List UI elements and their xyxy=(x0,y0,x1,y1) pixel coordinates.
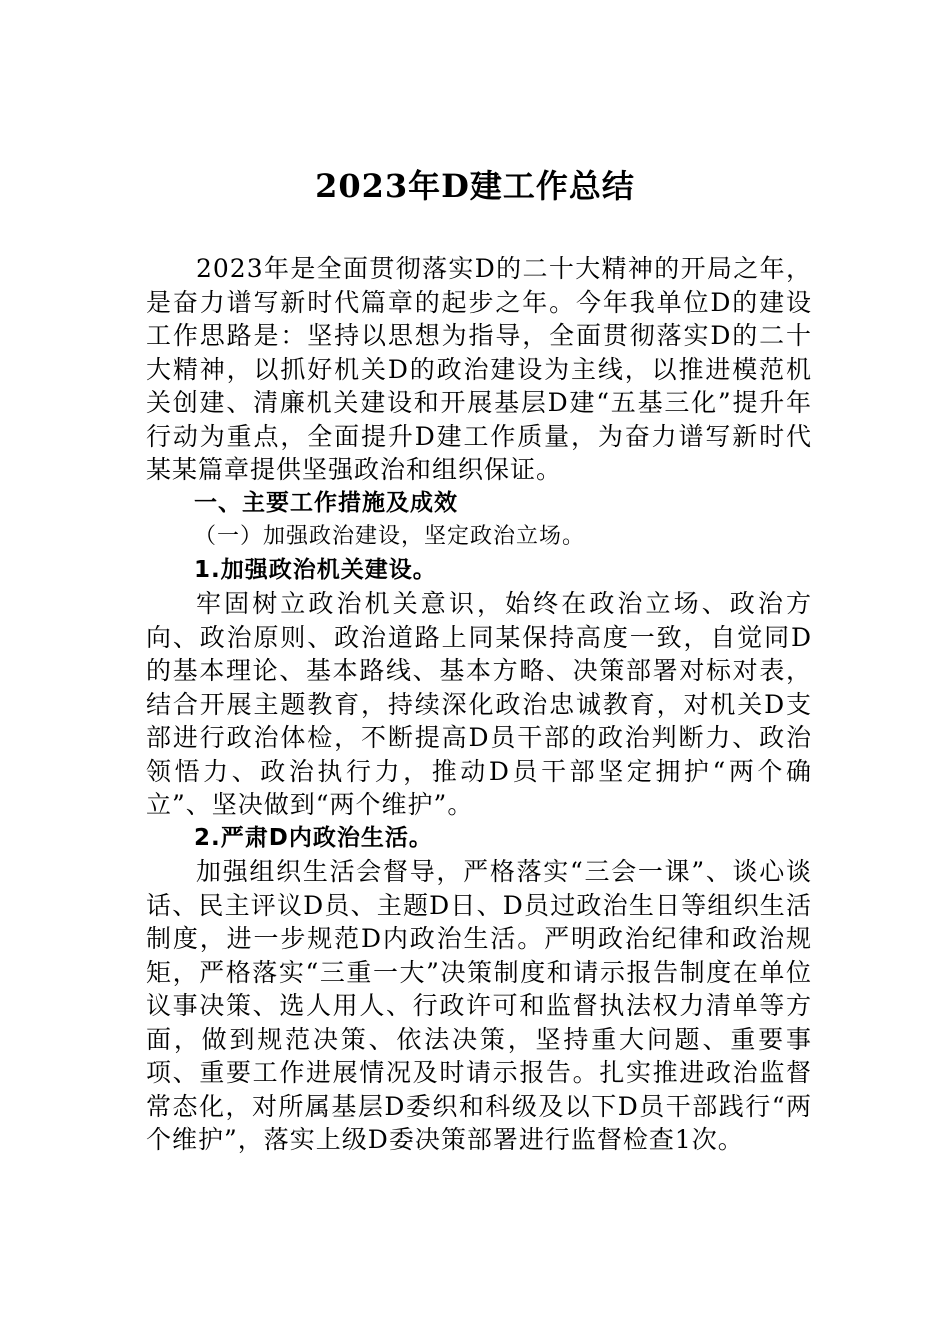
item-body-political-life: 加强组织生活会督导，严格落实“三会一课”、谈心谈话、民主评议D员、主题D日、D员过政治生日等组织生活制度，进一步规范D内政治生活。严明政治纪律和政治规矩，严格落实“三重一大”决策制度和请示报告制度在单位议事决策、选人用人、行政许可和监督执法权力清单等方面，做到规范决策、依法决策，坚持重大问题、重要事项、重要工作进展情况及时请示报告。扎实推进政治监督常态化，对所属基层D委织和科级及以下D员干部践行“两个维护”，落实上级D委决策部署进行监督检查1次。 xyxy=(146,857,812,1154)
subsection-heading-political-building: （一）加强政治建设，坚定政治立场。 xyxy=(194,524,586,549)
document-title: 2023年D建工作总结 xyxy=(315,167,635,205)
item-heading-political-organs: 1.加强政治机关建设。 xyxy=(194,556,437,583)
document-body xyxy=(146,252,812,1157)
intro-paragraph: 2023年是全面贯彻落实D的二十大精神的开局之年，是奋力谱写新时代篇章的起步之年。今年我单位D的建设工作思路是：坚持以思想为指导，全面贯彻落实D的二十大精神，以抓好机关D的政治建设为主线，以推进模范机关创建、清廉机关建设和开展基层D建“五基三化”提升年行动为重点，全面提升D建工作质量，为奋力谱写新时代某某篇章提供坚强政治和组织保证。 xyxy=(146,254,812,484)
item-body-political-organs: 牢固树立政治机关意识，始终在政治立场、政治方向、政治原则、政治道路上同某保持高度一致，自觉同D的基本理论、基本路线、基本方略、决策部署对标对表，结合开展主题教育，持续深化政治忠诚教育，对机关D支部进行政治体检，不断提高D员干部的政治判断力、政治领悟力、政治执行力，推动D员干部坚定拥护“两个确立”、坚决做到“两个维护”。 xyxy=(146,589,812,819)
item-heading-political-life: 2.严肃D内政治生活。 xyxy=(194,824,433,851)
section-heading-main-measures: 一、主要工作措施及成效 xyxy=(194,489,458,516)
